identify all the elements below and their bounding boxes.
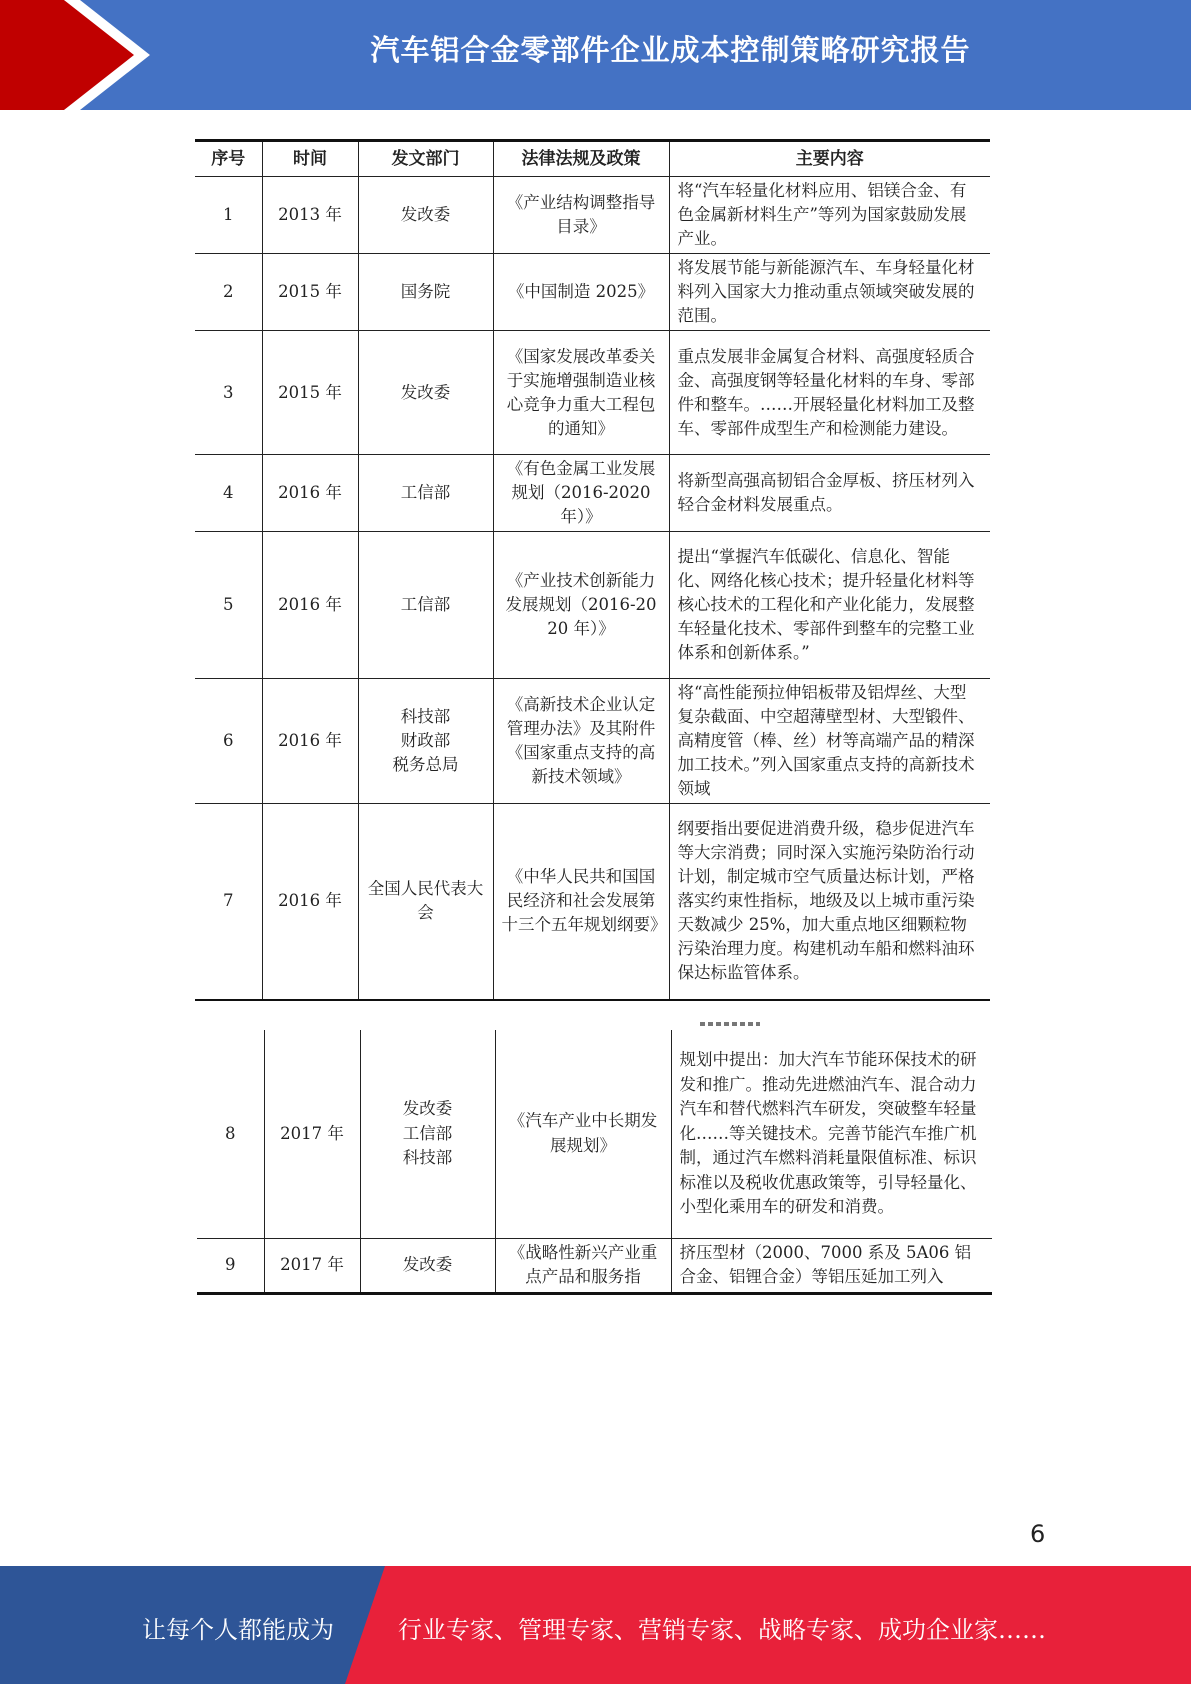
row-time: 2016 年: [262, 804, 358, 1000]
table-row: [195, 679, 990, 804]
row-content: 将“高性能预拉伸铝板带及铝焊丝、大型复杂截面、中空超薄壁型材、大型锻件、高精度管（棒、丝）材等高端产品的精深加工技术。”列入国家重点支持的高新技术领域: [669, 679, 990, 804]
row-no: 3: [195, 331, 262, 455]
table-row: [197, 1238, 992, 1293]
row-dept: 发改委: [360, 1238, 495, 1293]
table-row: [195, 532, 990, 679]
column-header-dept: 发文部门: [358, 141, 493, 177]
row-time: 2013 年: [262, 177, 358, 254]
footer-slogan-right: 行业专家、管理专家、营销专家、战略专家、成功企业家……: [398, 1616, 1046, 1644]
table-header-row: [195, 141, 990, 177]
row-dept: 科技部 财政部 税务总局: [358, 679, 493, 804]
row-no: 9: [197, 1238, 264, 1293]
row-policy: 《有色金属工业发展规划（2016-2020 年）》: [493, 455, 669, 532]
chevron-decoration-icon: [0, 0, 160, 110]
row-no: 5: [195, 532, 262, 679]
row-dept: 发改委 工信部 科技部: [360, 1030, 495, 1238]
row-time: 2015 年: [262, 254, 358, 331]
row-content: 挤压型材（2000、7000 系及 5A06 铝合金、铝锂合金）等铝压延加工列入: [671, 1238, 992, 1293]
row-time: 2016 年: [262, 532, 358, 679]
page-number: 6: [1030, 1520, 1046, 1548]
row-content: 提出“掌握汽车低碳化、信息化、智能化、网络化核心技术；提升轻量化材料等核心技术的工程化和产业化能力，发展整车轻量化技术、零部件到整车的完整工业体系和创新体系。”: [669, 532, 990, 679]
row-policy: 《汽车产业中长期发展规划》: [495, 1030, 671, 1238]
table-row: [197, 1030, 992, 1238]
row-dept: 工信部: [358, 532, 493, 679]
column-header-no: 序号: [195, 141, 262, 177]
row-dept: 发改委: [358, 177, 493, 254]
table-row: [195, 254, 990, 331]
row-policy: 《高新技术企业认定管理办法》及其附件《国家重点支持的高新技术领域》: [493, 679, 669, 804]
row-dept: 发改委: [358, 331, 493, 455]
page-break-fragment: [700, 1022, 760, 1026]
row-content: 将“汽车轻量化材料应用、铝镁合金、有色金属新材料生产”等列为国家鼓励发展产业。: [669, 177, 990, 254]
row-no: 1: [195, 177, 262, 254]
row-policy: 《中华人民共和国国民经济和社会发展第十三个五年规划纲要》: [493, 804, 669, 1000]
row-content: 重点发展非金属复合材料、高强度轻质合金、高强度钢等轻量化材料的车身、零部件和整车。……开展轻量化材料加工及整车、零部件成型生产和检测能力建设。: [669, 331, 990, 455]
row-dept: 全国人民代表大会: [358, 804, 493, 1000]
column-header-policy: 法律法规及政策: [493, 141, 669, 177]
row-time: 2015 年: [262, 331, 358, 455]
row-no: 8: [197, 1030, 264, 1238]
row-policy: 《国家发展改革委关于实施增强制造业核心竞争力重大工程包的通知》: [493, 331, 669, 455]
footer-slogan-left: 让每个人都能成为: [142, 1616, 334, 1644]
header-banner: [0, 0, 1191, 110]
row-time: 2017 年: [264, 1238, 360, 1293]
row-content: 将新型高强高韧铝合金厚板、挤压材列入轻合金材料发展重点。: [669, 455, 990, 532]
row-policy: 《中国制造 2025》: [493, 254, 669, 331]
row-time: 2016 年: [262, 455, 358, 532]
row-policy: 《战略性新兴产业重点产品和服务指: [495, 1238, 671, 1293]
row-policy: 《产业结构调整指导目录》: [493, 177, 669, 254]
report-title: 汽车铝合金零部件企业成本控制策略研究报告: [370, 33, 971, 67]
table-row: [195, 331, 990, 455]
column-header-content: 主要内容: [669, 141, 990, 177]
row-no: 6: [195, 679, 262, 804]
row-no: 7: [195, 804, 262, 1000]
column-header-time: 时间: [262, 141, 358, 177]
table-row: [195, 804, 990, 1000]
table-row: [195, 177, 990, 254]
row-content: 将发展节能与新能源汽车、车身轻量化材料列入国家大力推动重点领域突破发展的范围。: [669, 254, 990, 331]
footer-banner: [0, 1566, 1191, 1684]
policy-table: [195, 139, 990, 1001]
row-no: 4: [195, 455, 262, 532]
policy-table-continued: [197, 1030, 992, 1295]
table-row: [195, 455, 990, 532]
row-no: 2: [195, 254, 262, 331]
row-time: 2016 年: [262, 679, 358, 804]
row-content: 规划中提出：加大汽车节能环保技术的研发和推广。推动先进燃油汽车、混合动力汽车和替代燃料汽车研发，突破整车轻量化……等关键技术。完善节能汽车推广机制，通过汽车燃料消耗量限值标准、标识标准以及税收优惠政策等，引导轻量化、小型化乘用车的研发和消费。: [671, 1030, 992, 1238]
row-policy: 《产业技术创新能力发展规划（2016-2020 年）》: [493, 532, 669, 679]
row-content: 纲要指出要促进消费升级，稳步促进汽车等大宗消费；同时深入实施污染防治行动计划，制定城市空气质量达标计划，严格落实约束性指标，地级及以上城市重污染天数减少 25%，加大重点地区细颗粒物污染治理力度。构建机动车船和燃料油环保达标监管体系。: [669, 804, 990, 1000]
row-time: 2017 年: [264, 1030, 360, 1238]
row-dept: 国务院: [358, 254, 493, 331]
row-dept: 工信部: [358, 455, 493, 532]
